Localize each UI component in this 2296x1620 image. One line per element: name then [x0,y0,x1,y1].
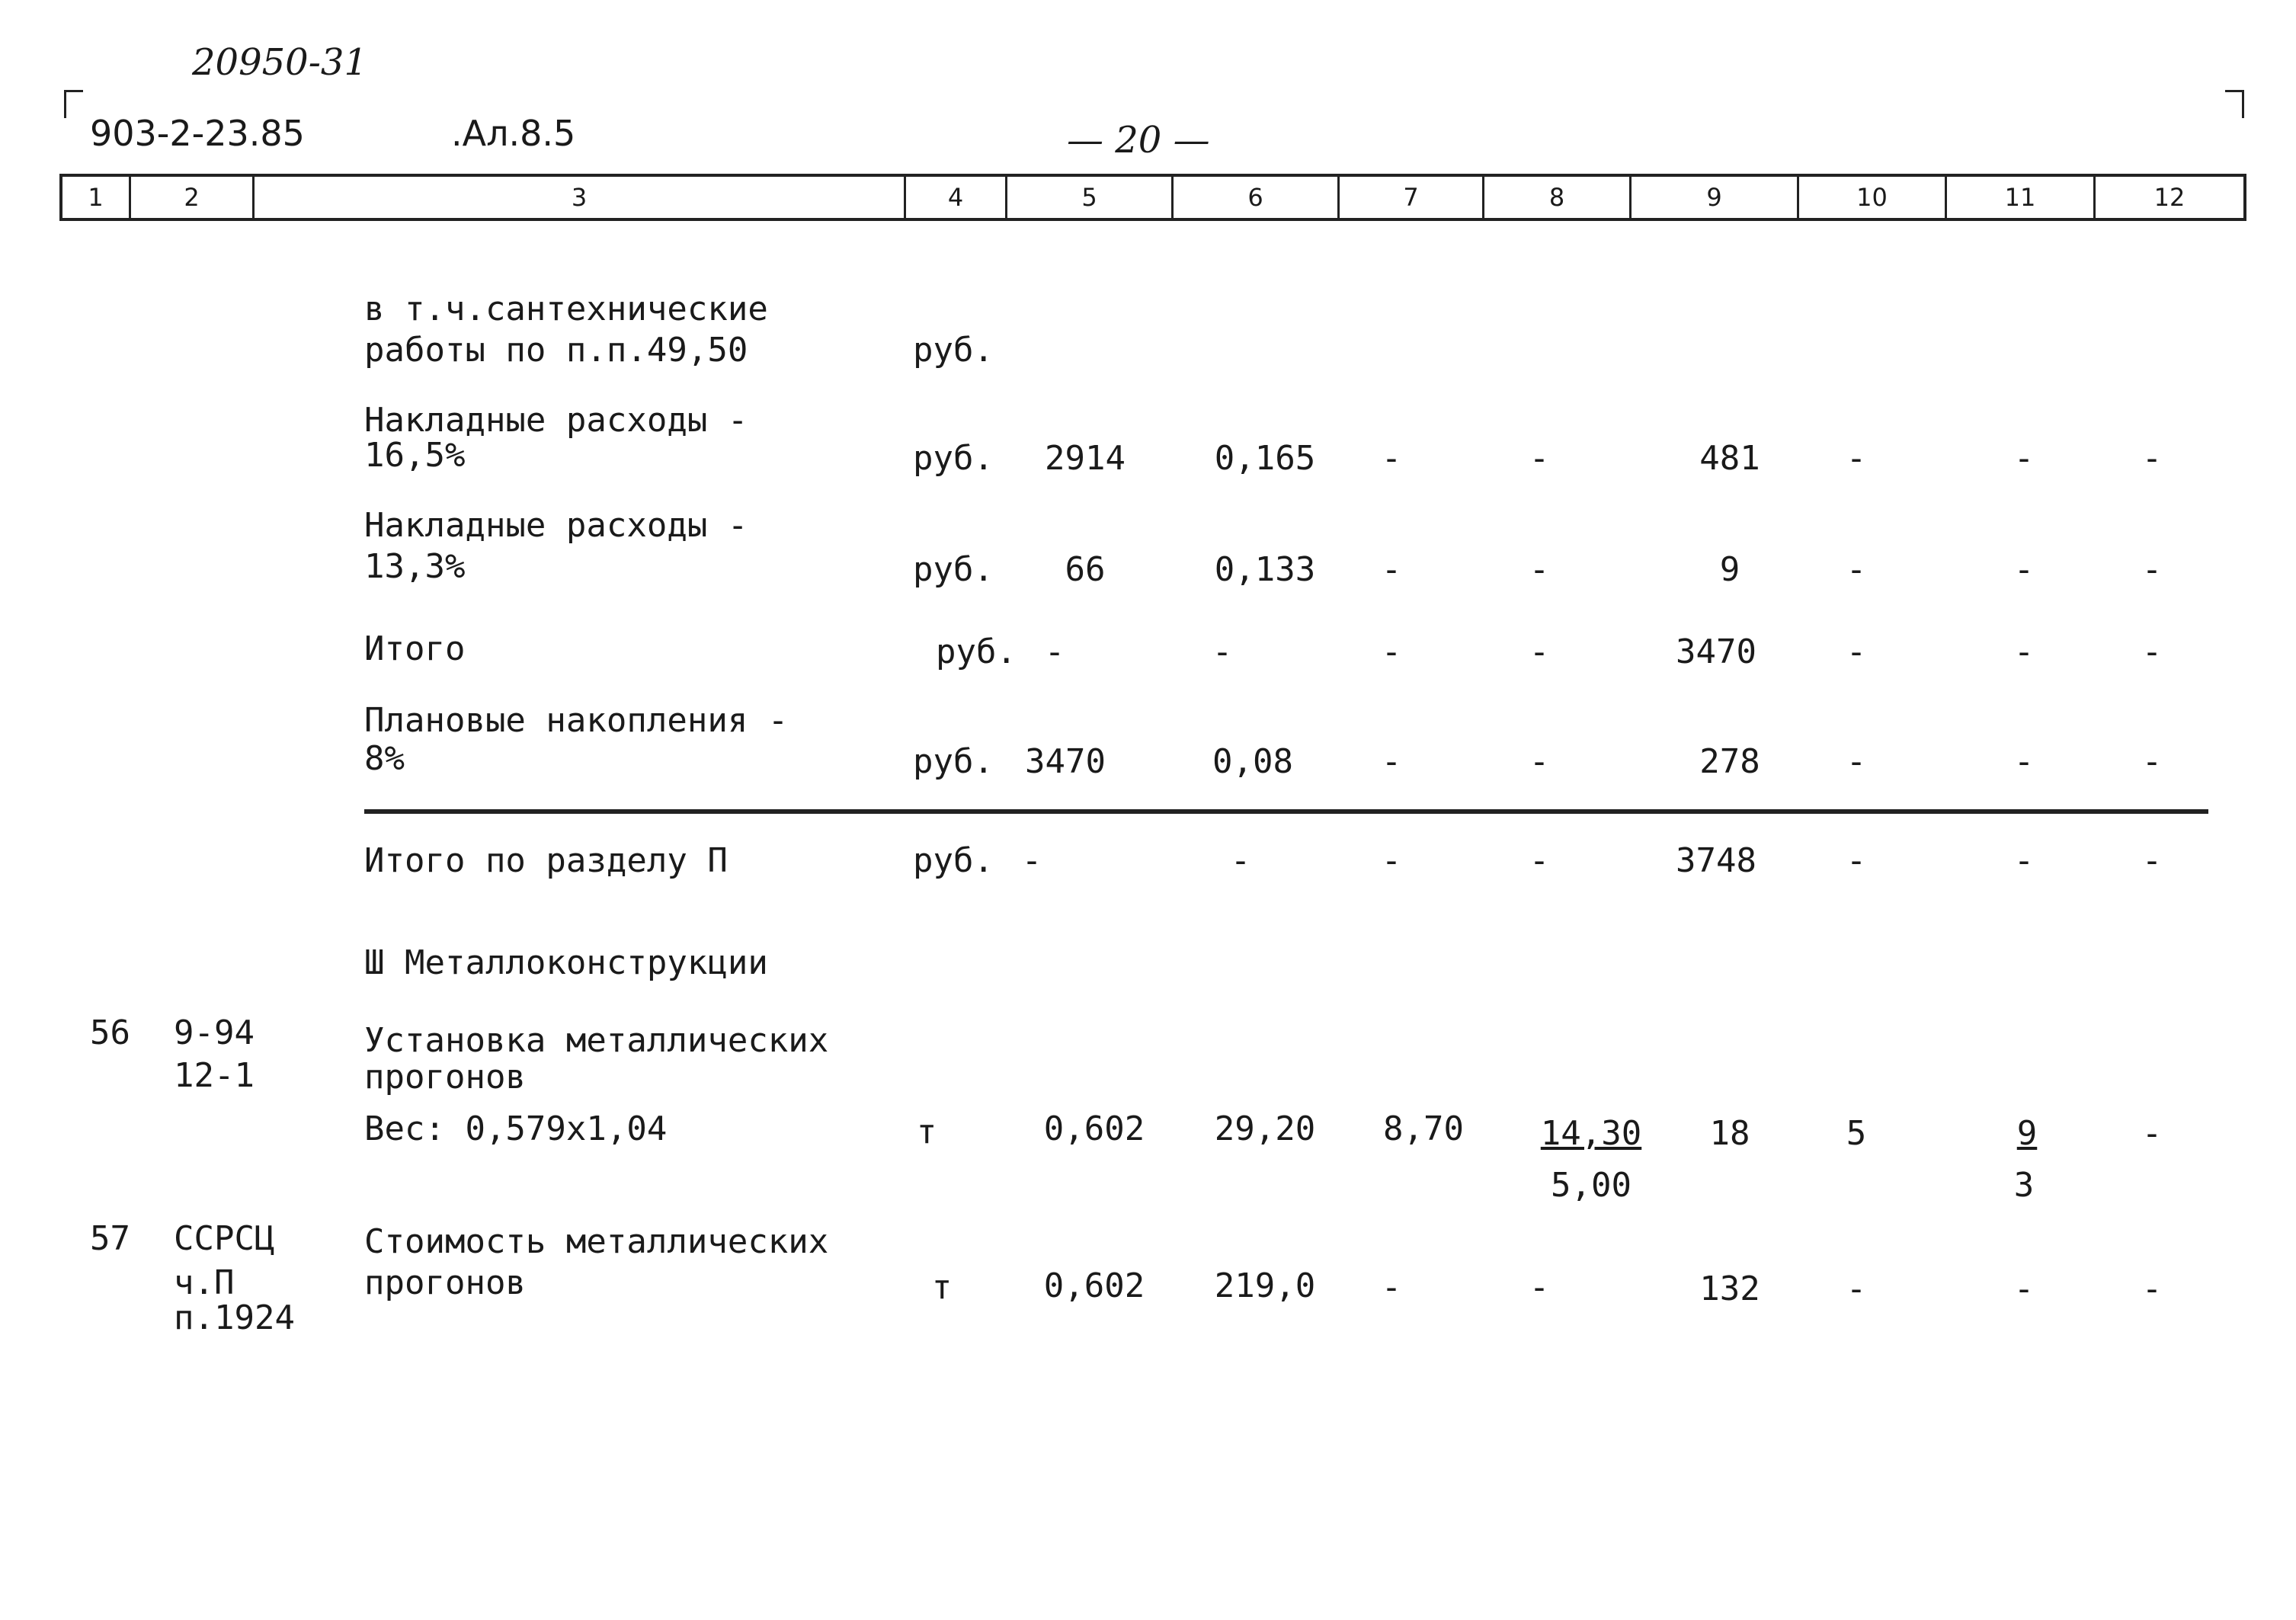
row-name: Накладные расходы - [364,506,748,545]
corner-mark-right [2225,90,2244,118]
cell-col12: - [2141,841,2163,880]
cell-col11: - [2013,439,2035,478]
cell-col9: 278 [1699,742,1760,781]
row-code: 12-1 [174,1056,255,1095]
row-name: прогонов [364,1263,526,1302]
column-number: 1 [62,177,131,218]
row-name: Стоимость металлических [364,1222,829,1261]
cell-col8: - [1529,841,1550,880]
handwritten-doc-number: 20950-31 [192,41,367,84]
corner-mark-left [64,90,83,118]
column-number: 8 [1484,177,1632,218]
cell-col11: - [2013,632,2035,671]
cell-col9: 132 [1699,1269,1760,1308]
row-name: 13,3% [364,547,466,586]
row-name: 16,5% [364,436,466,475]
cell-col10: - [1846,632,1867,671]
row-name: в т.ч.сантехнические [364,290,768,328]
section-heading: Ш Металлоконструкции [364,943,768,982]
cell-col5: 0,602 [1043,1109,1145,1148]
cell-col11-secondary: 3 [2013,1166,2035,1205]
row-code: 9-94 [174,1013,255,1052]
column-number: 7 [1340,177,1484,218]
row-unit: т [931,1268,953,1307]
row-code: п.1924 [174,1298,295,1337]
row-name: Установка металлических [364,1021,829,1060]
cell-col8: - [1529,550,1550,589]
row-name-weight: Вес: 0,579х1,04 [364,1109,668,1148]
cell-col9: 481 [1699,439,1760,478]
cell-col10: - [1846,1269,1867,1308]
row-unit: руб. [936,632,1017,671]
cell-col9: 3748 [1676,841,1756,880]
cell-col12: - [2141,1114,2163,1153]
cell-col6: 0,08 [1212,742,1293,781]
cell-col10: - [1846,439,1867,478]
cell-col7: - [1381,742,1402,781]
row-name: Плановые накопления - [364,701,789,740]
cell-col10: - [1846,841,1867,880]
row-unit: т [916,1113,937,1151]
column-number: 11 [1947,177,2096,218]
cell-col8: - [1529,632,1550,671]
cell-col7: - [1381,1268,1402,1307]
cell-col6: 219,0 [1214,1266,1316,1305]
doc-code: 903-2-23.85 [90,113,305,154]
cell-col6: 0,165 [1214,439,1316,478]
cell-col6: 29,20 [1214,1109,1316,1148]
cell-col6: - [1230,841,1251,880]
page-number: — 20 — [1067,119,1210,162]
cell-col12: - [2141,632,2163,671]
cell-col8-secondary: 5,00 [1551,1166,1632,1205]
cell-col11: - [2013,550,2035,589]
cell-col9: 9 [1719,550,1740,589]
cell-col12: - [2141,550,2163,589]
section-divider-rule [364,809,2208,814]
cell-col7: 8,70 [1383,1109,1464,1148]
cell-col10: - [1846,742,1867,781]
row-name: 8% [364,739,405,778]
cell-col5: - [1044,632,1065,671]
cell-col7: - [1381,632,1402,671]
column-number: 2 [131,177,255,218]
row-unit: руб. [913,331,994,370]
row-name: прогонов [364,1058,526,1097]
cell-col5: 66 [1065,550,1106,589]
column-number: 6 [1174,177,1340,218]
column-number: 4 [906,177,1007,218]
cell-col7: - [1381,841,1402,880]
column-number: 10 [1799,177,1947,218]
cell-col8: - [1529,742,1550,781]
row-name: Итого [364,629,466,668]
cell-col11: - [2013,841,2035,880]
cell-col5: 0,602 [1043,1266,1145,1305]
cell-col5: 3470 [1025,742,1106,781]
column-number: 12 [2154,183,2186,212]
column-number: 5 [1007,177,1174,218]
cell-col5: - [1021,841,1042,880]
row-number: 57 [90,1219,130,1258]
row-number: 56 [90,1013,130,1052]
row-unit: руб. [913,841,994,880]
row-unit: руб. [913,550,994,589]
cell-col11: - [2013,1269,2035,1308]
row-unit: руб. [913,439,994,478]
cell-col5: 2914 [1045,439,1126,478]
cell-col8: - [1529,439,1550,478]
cell-col12: - [2141,742,2163,781]
row-name: Итого по разделу П [364,841,728,880]
column-number: 9 [1632,177,1799,218]
cell-col11: 9 [2016,1114,2038,1153]
column-number-strip [59,174,2246,221]
cell-col9: 3470 [1676,632,1756,671]
cell-col12: - [2141,439,2163,478]
cell-col6: - [1212,632,1233,671]
cell-col10: - [1846,550,1867,589]
cell-col9: 18 [1709,1114,1750,1153]
cell-col6: 0,133 [1214,550,1316,589]
row-unit: руб. [913,742,994,781]
cell-col10: 5 [1846,1114,1867,1153]
cell-col12: - [2141,1269,2163,1308]
column-number: 3 [255,177,906,218]
cell-col11: - [2013,742,2035,781]
row-name: Накладные расходы - [364,401,748,440]
cell-col8: 14,30 [1540,1114,1642,1153]
row-code: ч.П [174,1263,235,1302]
row-code: ССРСЦ [174,1219,275,1258]
cell-col7: - [1381,550,1402,589]
cell-col7: - [1381,439,1402,478]
row-name: работы по п.п.49,50 [364,331,748,370]
album-number: .Ал.8.5 [451,113,576,154]
cell-col8: - [1529,1268,1550,1307]
